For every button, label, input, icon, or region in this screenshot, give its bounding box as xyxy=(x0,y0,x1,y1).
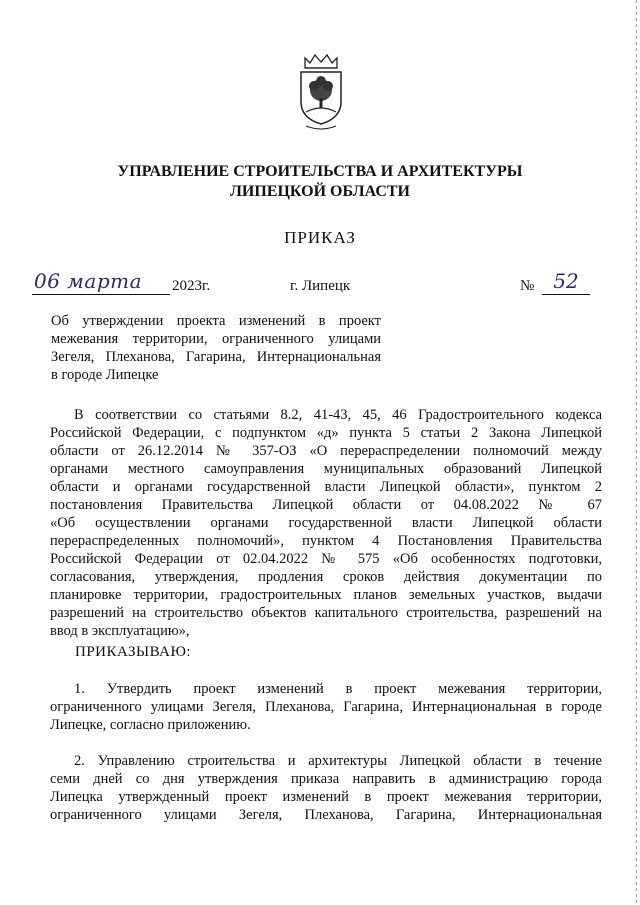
organization-name-line2: ЛИПЕЦКОЙ ОБЛАСТИ xyxy=(230,183,410,200)
order-item-2 xyxy=(50,752,602,824)
handwritten-number: 52 xyxy=(542,268,590,295)
document-year: 2023г. xyxy=(172,278,211,294)
paragraph-line: В соответствии со статьями 8.2, 41-43, 45, 46 Градостроительного кодекса xyxy=(74,407,602,423)
subject-line: Об утверждении проекта изменений в проект xyxy=(51,313,381,329)
paragraph-line: планировке территории, градостроительных планов земельных участков, выдачи xyxy=(50,587,602,603)
document-city: г. Липецк xyxy=(290,278,351,294)
organization-name-line1: УПРАВЛЕНИЕ СТРОИТЕЛЬСТВА И АРХИТЕКТУРЫ xyxy=(117,163,523,180)
order-directive-word: ПРИКАЗЫВАЮ: xyxy=(75,644,192,660)
paragraph-line: ввод в эксплуатацию», xyxy=(50,623,190,639)
subject-line: межевания территории, ограниченного улицами xyxy=(51,331,381,347)
paragraph-line: ограниченного улицами Зегеля, Плеханова, Гагарина, Интернациональная в городе xyxy=(50,699,602,715)
paragraph-line: Липецке, согласно приложению. xyxy=(50,717,251,733)
paragraph-line: постановления Правительства Липецкой области от 04.08.2022 № 67 xyxy=(50,497,602,513)
paragraph-line: Российской Федерации, с подпунктом «д» пункта 5 статьи 2 Закона Липецкой xyxy=(50,425,602,441)
paragraph-line: органами местного самоуправления муниципальных образований Липецкой xyxy=(50,461,602,477)
paragraph-line: 1. Утвердить проект изменений в проект межевания территории, xyxy=(74,681,602,697)
paragraph-line: 2. Управлению строительства и архитектуры Липецкой области в течение xyxy=(74,753,602,769)
coat-of-arms-icon xyxy=(296,52,346,130)
paragraph-line: разрешений на строительство объектов капитального строительства, разрешений на xyxy=(50,605,602,621)
paragraph-line: Липецка утвержденный проект изменений в проект межевания территории, xyxy=(50,789,602,805)
legal-basis-paragraph xyxy=(50,406,602,640)
paragraph-line: области и органами государственной власти Липецкой области», пунктом 2 xyxy=(50,479,602,495)
paragraph-line: ограниченного улицами Зегеля, Плеханова, Гагарина, Интернациональная xyxy=(50,807,602,823)
paragraph-line: «Об осуществлении органами государственной власти Липецкой области xyxy=(50,515,602,531)
paragraph-line: Российской Федерации от 02.04.2022 № 575 «Об особенностях подготовки, xyxy=(50,551,602,567)
handwritten-date: 06 марта xyxy=(32,268,170,295)
paragraph-line: области от 26.12.2014 № 357-ОЗ «О перераспределении полномочий между xyxy=(50,443,602,459)
subject-line: Зегеля, Плеханова, Гагарина, Интернациональная xyxy=(51,349,381,365)
order-item-1 xyxy=(50,680,602,734)
document-type-title: ПРИКАЗ xyxy=(284,228,356,247)
scan-edge-line xyxy=(636,0,637,905)
subject-block xyxy=(51,312,381,384)
paragraph-line: перераспределенных полномочий», пунктом 4 Постановления Правительства xyxy=(50,533,602,549)
number-label: № xyxy=(520,278,535,294)
subject-line: в городе Липецке xyxy=(51,367,159,383)
paragraph-line: семи дней со дня утверждения приказа направить в администрацию города xyxy=(50,771,602,787)
paragraph-line: согласования, утверждения, продления сроков действия документации по xyxy=(50,569,602,585)
